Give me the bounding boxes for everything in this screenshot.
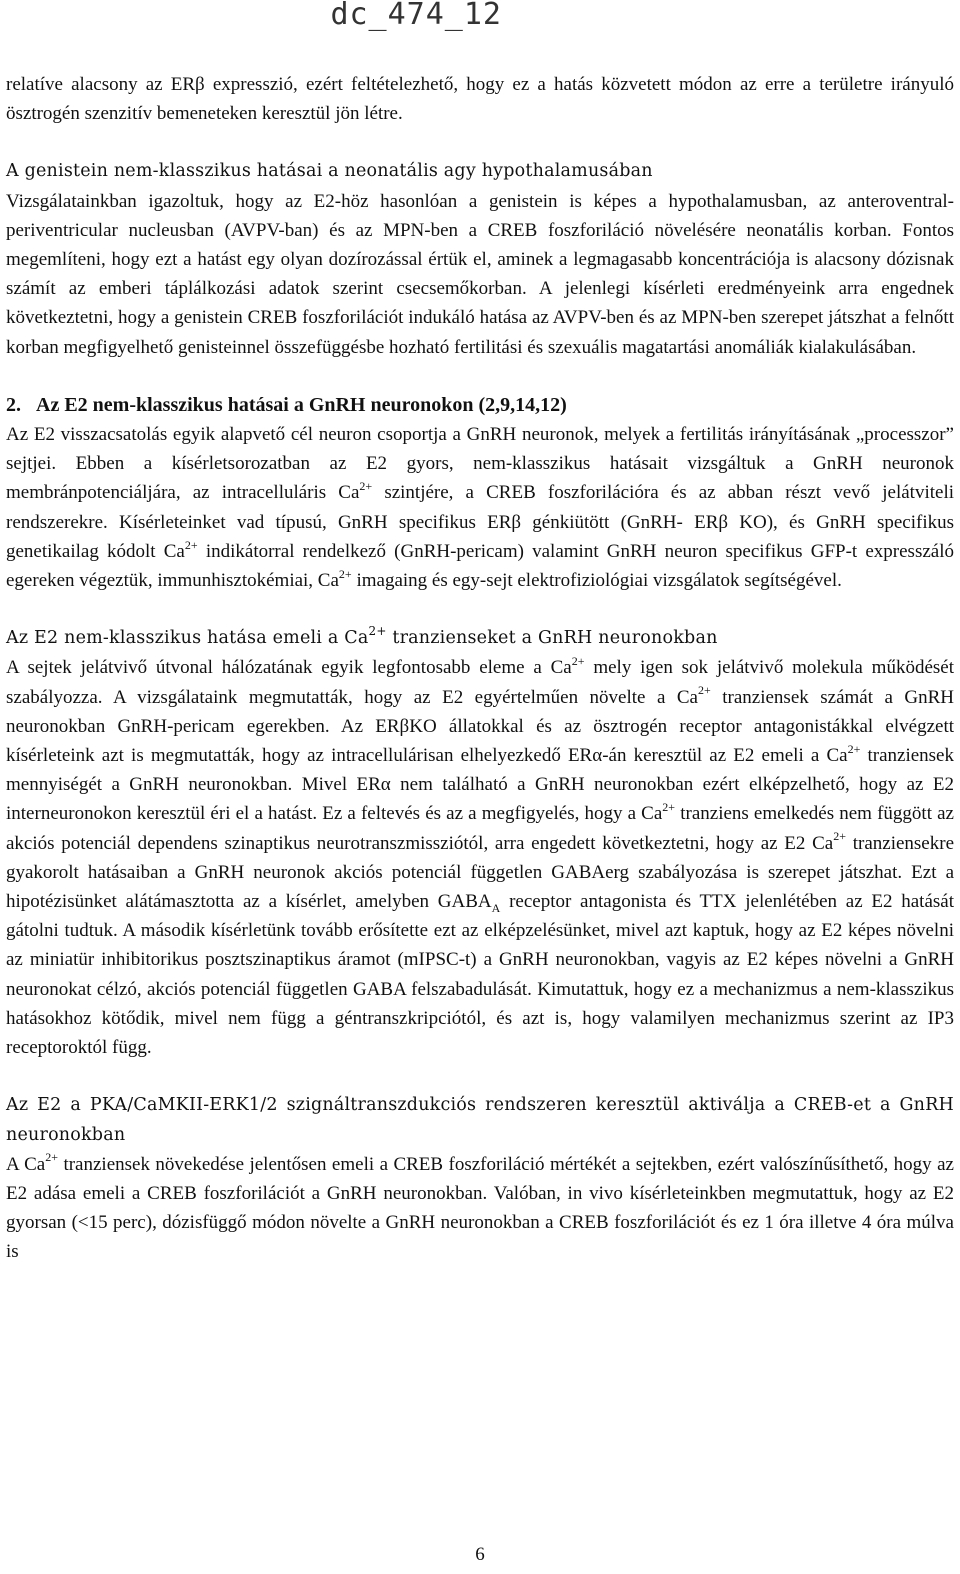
section-intro-paragraph [6, 420, 954, 595]
page-body [6, 70, 954, 1267]
pka-creb-paragraph [6, 1150, 954, 1267]
section-title: Az E2 nem-klasszikus hatásai a GnRH neuronokon (2,9,14,12) [36, 393, 567, 416]
subheading-genistein: A genistein nem-klasszikus hatásai a neonatális agy hypothalamusában [6, 161, 653, 182]
subheading-pka-creb: Az E2 a PKA/CaMKII-ERK1/2 szignáltranszdukciós rendszeren keresztül aktiválja a CREB-et a GnRH neuronokban [6, 1095, 954, 1145]
subscript: A [491, 900, 501, 915]
text-run: tranziensek számát a GnRH neuronokban GnRH-pericam egerekben. Az ERβKO állatokkal és az ösztrogén receptor antagonistákkal elvégzett kísérleteink azt is megmutatták, hogy az intracellulárisan elhelyezkedő ERα-án keresztül az E2 emeli a Ca [6, 686, 955, 767]
text-run: Az E2 visszacsatolás egyik alapvető cél neuron csoportja a GnRH neuronok, melyek a fertilitás irányításának „processzor” sejtjei. Ebben a kísérletsorozatban az E2 gyors, nem-klasszikus hatásait vizsgáltuk a GnRH neuronok membránpotenciáljára, az intracelluláris Ca [6, 424, 954, 504]
superscript: 2+ [662, 800, 676, 815]
genistein-paragraph: Vizsgálatainkban igazoltuk, hogy az E2-höz hasonlóan a genistein is képes a hypothalamusban, az anteroventral-periventricular nucleusban (AVPV-ban) és az MPN-ben a CREB foszforiláció növelésére neonatális korban. Fontos megemlíteni, hogy ezt a hatást egy olyan dozírozással értük el, aminek a legmagasabb koncentrációja is alacsony dózisnak számít az emberi táplálkozási adatok szerint csecsemőkorban. A jelenlegi kísérleti eredményeink arra engednek következtetni, hogy a genistein CREB foszforilációt indukáló hatása az AVPV-ben és az MPN-ben szerepet játszhat a felnőtt korban megfigyelhető genisteinnel összefüggésbe hozható fertilitási és szexuális magatartási anomáliák kialakulásában. [6, 190, 954, 358]
text-run: tranziensek mennyiségét a GnRH neuronokban. Mivel ERα nem található a GnRH neuronokban ezért elképzelhető, hogy az E2 interneuronokon keresztül éri el a hatást. Ez a feltevés és az a megfigyelés, hogy a Ca [6, 745, 954, 825]
page-number: 6 [475, 1544, 485, 1565]
text-run: A Ca [6, 1153, 46, 1175]
text-run: tranziens emelkedés nem függött az akciós potenciál dependens szinaptikus neurotranszmissziótól, arra engedett következtetni, hogy az E2 Ca [6, 803, 954, 854]
text-run: Az E2 nem-klasszikus hatása emeli a Ca [6, 628, 369, 649]
paragraph-spacer [6, 595, 954, 624]
superscript: 2+ [368, 624, 387, 639]
superscript: 2+ [697, 683, 711, 698]
text-run: szintjére, a CREB foszforilációra és az abban részt vevő jelátviteli rendszerekre. Kísérleteinket vad típusú, GnRH specifikus ERβ génkiütött (GnRH- ERβ KO), és GnRH specifikus genetikailag kódolt Ca [6, 482, 954, 562]
paragraph-spacer [6, 128, 954, 157]
text-run: mely igen sok jelátvivő molekula működését szabályozza. A vizsgálataink megmutatták, hogy az E2 egyértelműen növelte a Ca [6, 657, 954, 708]
text-run: imagaing és egy-sejt elektrofiziológiai vizsgálatok segítségével. [351, 570, 842, 592]
text-run: tranzienseket a GnRH neuronokban [386, 628, 718, 649]
superscript: 2+ [847, 741, 861, 756]
superscript: 2+ [184, 537, 198, 552]
text-run: tranziensek növekedése jelentősen emeli a CREB foszforiláció mértékét a sejtekben, ezért valószínűsíthető, hogy az E2 adása emeli a CREB foszforilációt a GnRH neuronokban. Valóban, in vivo kísérleteinkben megmutattuk, hogy az E2 gyorsan (<15 perc), dózisfüggő módon növelte a GnRH neuronokban a CREB foszforilációt és ez 1 óra illetve 4 óra múlva is [6, 1153, 954, 1263]
superscript: 2+ [359, 479, 373, 494]
intro-paragraph: relatíve alacsony az ERβ expresszió, ezért feltételezhető, hogy ez a hatás közvetett módon az erre a területre irányuló ösztrogén szenzitív bemeneteken keresztül jön létre. [6, 74, 954, 125]
paragraph-spacer [6, 362, 954, 391]
section-number: 2. [6, 393, 21, 416]
subheading-ca-transients [6, 624, 954, 653]
superscript: 2+ [571, 654, 585, 669]
text-run: indikátorral rendelkező (GnRH-pericam) valamint GnRH neuron specifikus GFP-t expresszáló egereken végeztük, immunhisztokémiai, Ca [6, 540, 954, 592]
paragraph-spacer [6, 1062, 954, 1091]
text-run: A sejtek jelátvivő útvonal hálózatának egyik legfontosabb eleme a Ca [6, 657, 572, 679]
ca-transients-paragraph [6, 653, 954, 1062]
section-heading [6, 391, 954, 420]
superscript: 2+ [338, 566, 352, 581]
superscript: 2+ [833, 829, 847, 844]
superscript: 2+ [45, 1150, 58, 1165]
text-run: receptor antagonista és TTX jelenlétében az E2 hatását gátolni tudtuk. A második kísérletünk tovább erősítette ezt az elképzelésünket, mivel azt kaptuk, hogy az E2 képes növelni az miniatür inhibitorikus posztszinaptikus áramot (mIPSC-t) a GnRH neuronokban, vagyis az E2 képes növelni a GnRH neuronokat célzó, akciós potenciál független GABA felszabadulását. Kimutattuk, hogy ez a mechanizmus a nem-klasszikus hatásokhoz kötődik, mivel nem függ a géntranszkripciótól, és azt is, hogy valamilyen mechanizmus szerint az IP3 receptoroktól függ. [6, 891, 954, 1059]
document-id-header: dc_474_12 [330, 0, 502, 32]
text-run: tranziensekre gyakorolt hatásaiban a GnRH neuronok akciós potenciál független GABAerg szabályozása is szerepet játszhat. Ezt a hipotézisünket alátámasztotta az a kísérlet, amelyben GABA [6, 832, 954, 913]
